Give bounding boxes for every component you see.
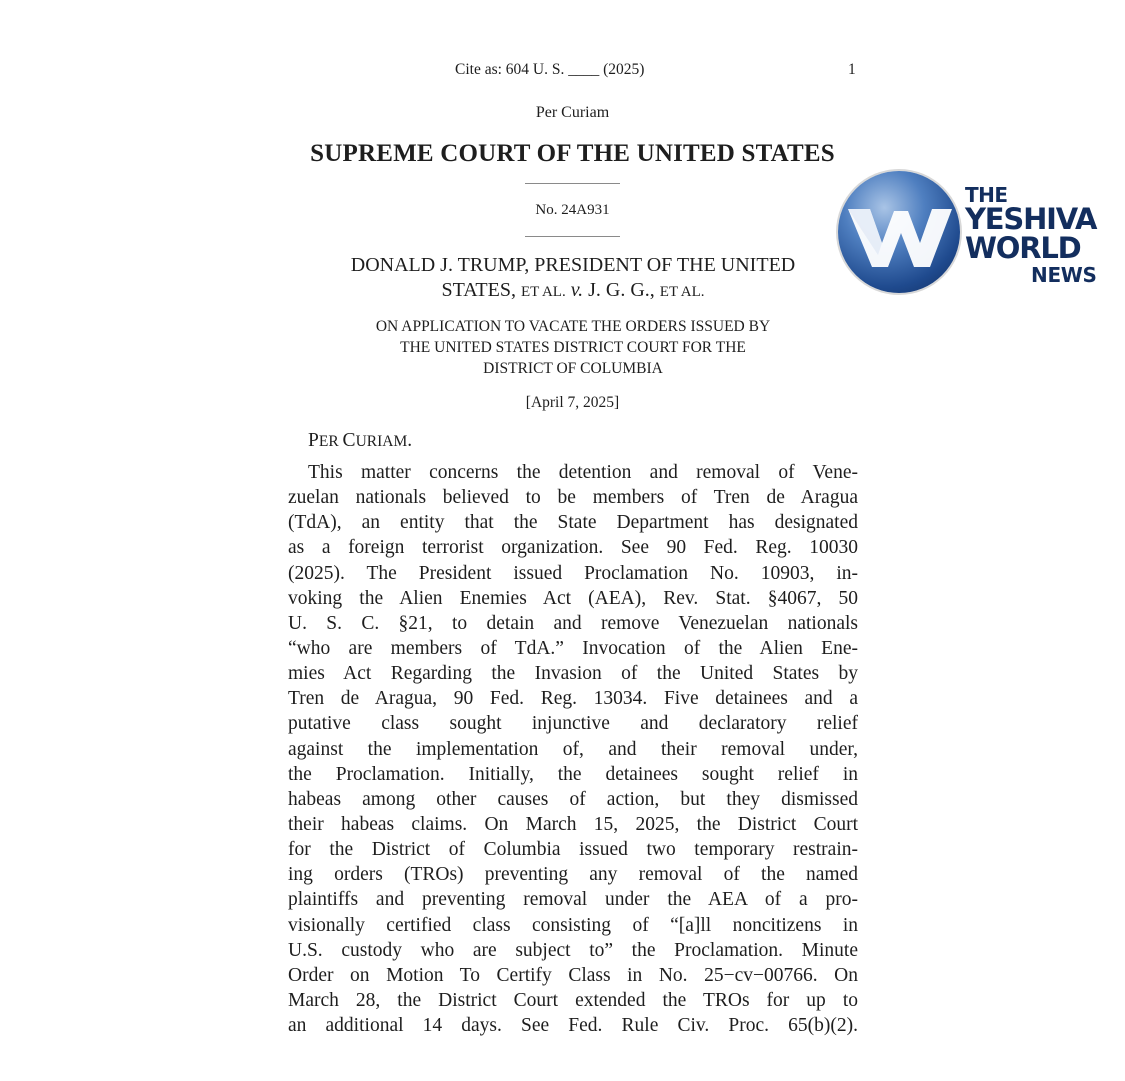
opinion-heading — [308, 430, 412, 452]
caption-party-1: STATES, — [441, 279, 521, 301]
application-notice — [288, 316, 858, 379]
opinion-line: putative class sought injunctive and declaratory relief — [288, 713, 858, 735]
caption-line-2 — [288, 278, 858, 305]
opinion-line: zuelan nationals believed to be members of Tren de Aragua — [288, 487, 858, 509]
caption-et-al-1: ET AL. — [520, 284, 566, 300]
application-line-3: DISTRICT OF COLUMBIA — [483, 360, 663, 377]
opinion-line: habeas among other causes of action, but they dismissed — [288, 788, 858, 810]
opinion-line: Tren de Aragua, 90 Fed. Reg. 13034. Five detainees and a — [288, 688, 858, 710]
opinion-heading-cap-1: P — [308, 430, 319, 451]
logo-text-news: NEWS — [1031, 263, 1097, 287]
opinion-line: U.S. custody who are subject to” the Proclamation. Minute — [288, 939, 858, 961]
opinion-line: visionally certified class consisting of “[a]ll noncitizens in — [288, 914, 858, 936]
yeshiva-world-news-logo-icon — [838, 171, 960, 293]
running-head: Per Curiam — [535, 104, 610, 121]
opinion-body — [288, 460, 858, 1038]
w-mark-icon — [838, 171, 960, 293]
opinion-line: ing orders (TROs) preventing any removal of the named — [288, 864, 858, 886]
opinion-line: Order on Motion To Certify Class in No. 25−cv−00766. On — [288, 964, 858, 986]
opinion-line: (TdA), an entity that the State Department has designated — [288, 512, 858, 534]
opinion-heading-small-2: URIAM — [355, 433, 408, 450]
caption-party-2: J. G. G., — [583, 279, 660, 301]
opinion-line: for the District of Columbia issued two temporary restrain- — [288, 839, 858, 861]
citation-header: Cite as: 604 U. S. ____ (2025) — [455, 61, 645, 78]
logo-text-the: THE — [965, 183, 1008, 207]
decision-date: [April 7, 2025] — [525, 394, 620, 411]
opinion-heading-cap-2: C — [342, 430, 356, 451]
docket-number: No. 24A931 — [535, 202, 610, 218]
page-number: 1 — [848, 61, 856, 78]
opinion-line: This matter concerns the detention and removal of Vene- — [308, 462, 858, 483]
opinion-line: plaintiffs and preventing removal under the AEA of a pro- — [288, 889, 858, 911]
opinion-line: (2025). The President issued Proclamation No. 10903, in- — [288, 562, 858, 584]
caption-et-al-2: ET AL. — [659, 284, 705, 300]
divider-bottom — [525, 236, 620, 237]
opinion-line: the Proclamation. Initially, the detainees sought relief in — [288, 763, 858, 785]
opinion-heading-small-1: ER — [318, 433, 343, 450]
logo-text-world: WORLD — [965, 231, 1081, 265]
caption-versus: v. — [570, 279, 584, 301]
opinion-line: their habeas claims. On March 15, 2025, the District Court — [288, 813, 858, 835]
application-line-2: THE UNITED STATES DISTRICT COURT FOR THE — [400, 339, 746, 356]
opinion-line: as a foreign terrorist organization. See 90 Fed. Reg. 10030 — [288, 537, 858, 559]
court-title: SUPREME COURT OF THE UNITED STATES — [310, 140, 835, 167]
opinion-line: U. S. C. §21, to detain and remove Venezuelan nationals — [288, 612, 858, 634]
opinion-heading-end: . — [407, 430, 413, 451]
watermark-logo — [838, 171, 1106, 293]
opinion-line: against the implementation of, and their removal under, — [288, 738, 858, 760]
opinion-line: mies Act Regarding the Invasion of the United States by — [288, 663, 858, 685]
application-line-1: ON APPLICATION TO VACATE THE ORDERS ISSUED BY — [375, 318, 771, 335]
opinion-line: voking the Alien Enemies Act (AEA), Rev. Stat. §4067, 50 — [288, 587, 858, 609]
case-caption — [288, 253, 858, 305]
divider-top — [525, 183, 620, 184]
opinion-line: March 28, the District Court extended the TROs for up to — [288, 989, 858, 1011]
opinion-line: “who are members of TdA.” Invocation of the Alien Ene- — [288, 637, 858, 659]
caption-line-1: DONALD J. TRUMP, PRESIDENT OF THE UNITED — [350, 254, 796, 276]
logo-text-yeshiva: YESHIVA — [965, 202, 1097, 236]
opinion-line: an additional 14 days. See Fed. Rule Civ. Proc. 65(b)(2). — [288, 1015, 858, 1037]
